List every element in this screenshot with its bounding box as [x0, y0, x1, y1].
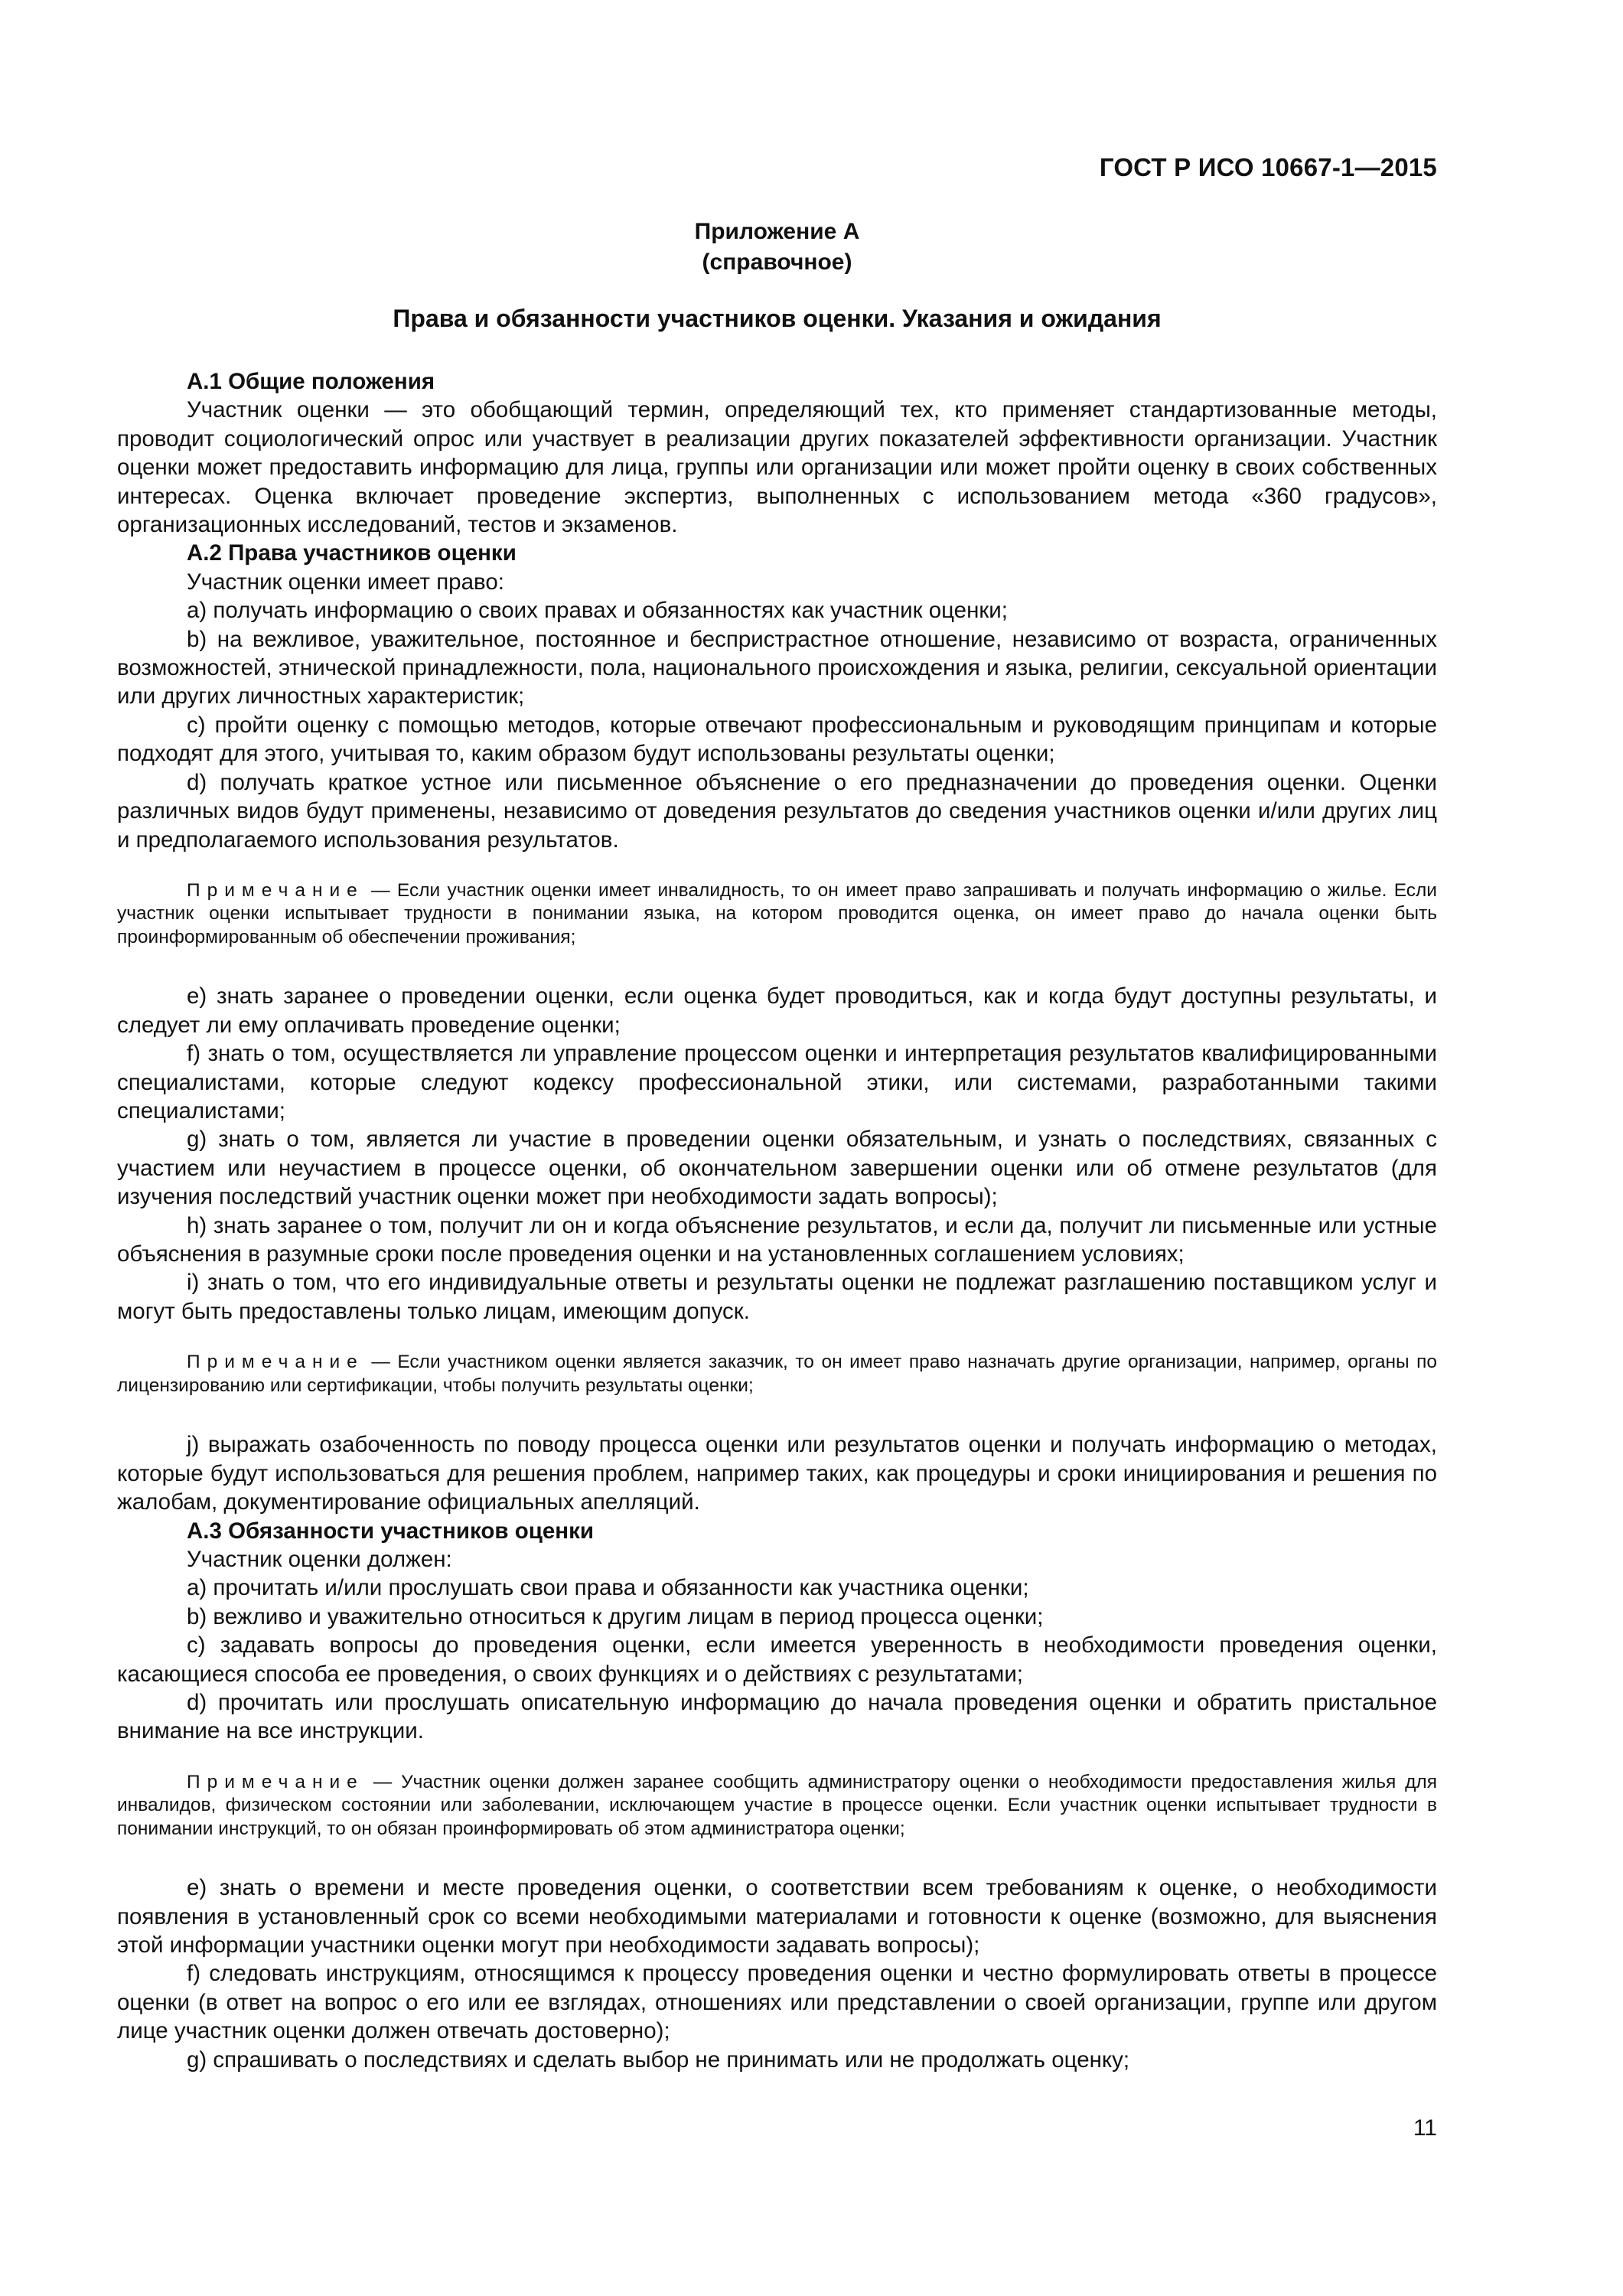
list-item-a2-d: d) получать краткое устное или письменное объяснение о его предназначении до проведения оценки. Оценки различных видов будут применены, независимо от доведения результатов до сведения участников оценки и/или других лиц и предполагаемого использования результатов.: [117, 769, 1437, 853]
note-dash: —: [363, 1771, 402, 1792]
list-item-a3-a: a) прочитать и/или прослушать свои права и обязанности как участника оценки;: [187, 1575, 1029, 1601]
list-item-a2-f: f) знать о том, осуществляется ли управление процессом оценки и интерпретация результатов квалифицированными специалистами, которые следуют кодексу профессиональной этики, или системами, разработанными такими специалистами;: [117, 1041, 1437, 1124]
note-text: Если участник оценки имеет инвалидность, то он имеет право запрашивать и получать информацию о жилье. Если участник оценки испытывает трудности в понимании языка, на котором проводится оценка, он имеет право до начала оценки быть проинформированным об обеспечении проживания;: [117, 879, 1437, 947]
list-item-a3-f: f) следовать инструкциям, относящимся к процессу проведения оценки и честно формулировать ответы в процессе оценки (в ответ на вопрос о его или ее взглядах, отношениях или представлении о своей организации, группе или другом лице участник оценки должен отвечать достоверно);: [117, 1961, 1437, 2044]
list-item-a2-e: e) знать заранее о проведении оценки, если оценка будет проводиться, как и когда будут доступны результаты, и следует ли ему оплачивать проведение оценки;: [117, 983, 1437, 1038]
document-code: ГОСТ Р ИСО 10667-1—2015: [1099, 153, 1437, 181]
note-text: Участник оценки должен заранее сообщить администратору оценки о необходимости предоставления жилья для инвалидов, физическом состоянии или заболевании, исключающем участие в процессе оценки. Если участник оценки испытывает трудности в понимании инструкций, то он обязан проинформировать об этом администратора оценки;: [117, 1771, 1437, 1839]
section-heading-a1: А.1 Общие положения: [187, 369, 435, 394]
list-item-a2-a: a) получать информацию о своих правах и обязанностях как участник оценки;: [187, 598, 1008, 624]
note-a2-2: [117, 1351, 1437, 1397]
page-number: 11: [1413, 2115, 1437, 2141]
note-a3-1: [117, 1771, 1437, 1841]
appendix-type: (справочное): [702, 249, 852, 275]
paragraph-a1: Участник оценки — это обобщающий термин, определяющий тех, кто применяет стандартизованные методы, проводит социологический опрос или участвует в реализации других показателей эффективности организации. Участник оценки может предоставить информацию для лица, группы или организации или может пройти оценку в своих собственных интересах. Оценка включает проведение экспертиз, выполненных с использованием метода «360 градусов», организационных исследований, тестов и экзаменов.: [117, 397, 1437, 538]
paragraph-a3-intro: Участник оценки должен:: [187, 1546, 452, 1572]
list-item-a2-i: i) знать о том, что его индивидуальные ответы и результаты оценки не подлежат разглашению поставщиком услуг и могут быть предоставлены только лицам, имеющим допуск.: [117, 1270, 1437, 1324]
appendix-heading: [117, 217, 1437, 278]
list-item-a3-b: b) вежливо и уважительно относиться к другим лицам в период процесса оценки;: [187, 1603, 1044, 1629]
note-a2-1: [117, 879, 1437, 950]
paragraph-a2-intro: Участник оценки имеет право:: [187, 569, 504, 595]
list-item-a2-b: b) на вежливое, уважительное, постоянное и беспристрастное отношение, независимо от возраста, ограниченных возможностей, этнической принадлежности, пола, национального происхождения и языка, религии, сексуальной ориентации или других личностных характеристик;: [117, 626, 1437, 709]
section-heading-a3: А.3 Обязанности участников оценки: [187, 1518, 594, 1544]
page-title: Права и обязанности участников оценки. Указания и ожидания: [393, 305, 1162, 332]
list-item-a3-g: g) спрашивать о последствиях и сделать выбор не принимать или не продолжать оценку;: [187, 2047, 1130, 2073]
note-dash: —: [363, 879, 397, 901]
appendix-label: Приложение А: [694, 219, 860, 244]
note-label: Примечание: [187, 879, 364, 901]
list-item-a2-j: j) выражать озабоченность по поводу процесса оценки или результатов оценки и получать информацию о методах, которые будут использоваться для решения проблем, например таких, как процедуры и сроки инициирования и решения по жалобам, документирование официальных апелляций.: [117, 1432, 1437, 1515]
list-item-a2-h: h) знать заранее о том, получит ли он и когда объяснение результатов, и если да, получит ли письменные или устные объяснения в разумные сроки после проведения оценки и на установленных соглашением условиях;: [117, 1212, 1437, 1267]
list-item-a2-g: g) знать о том, является ли участие в проведении оценки обязательным, и узнать о последствиях, связанных с участием или неучастием в процессе оценки, об окончательном завершении оценки или об отмене результатов (для изучения последствий участник оценки может при необходимости задать вопросы);: [117, 1127, 1437, 1210]
list-item-a3-e: e) знать о времени и месте проведения оценки, о соответствии всем требованиям к оценке, о необходимости появления в установленный срок со всеми необходимыми материалами и готовности к оценке (возможно, для выяснения этой информации участники оценки могут при необходимости задавать вопросы);: [117, 1875, 1437, 1958]
list-item-a3-c: c) задавать вопросы до проведения оценки, если имеется уверенность в необходимости проведения оценки, касающиеся способа ее проведения, о своих функциях и о действиях с результатами;: [117, 1632, 1437, 1687]
note-dash: —: [363, 1352, 398, 1373]
section-heading-a2: А.2 Права участников оценки: [187, 540, 517, 566]
note-label: Примечание: [187, 1352, 364, 1373]
list-item-a2-c: c) пройти оценку с помощью методов, которые отвечают профессиональным и руководящим принципам и которые подходят для этого, учитывая то, каким образом будут использованы результаты оценки;: [117, 712, 1437, 767]
document-body: [117, 367, 1437, 2074]
note-text: Если участником оценки является заказчик, то он имеет право назначать другие организации, например, органы по лицензированию или сертификации, чтобы получить результаты оценки;: [117, 1352, 1437, 1396]
note-label: Примечание: [187, 1771, 364, 1792]
list-item-a3-d: d) прочитать или прослушать описательную информацию до начала проведения оценки и обратить пристальное внимание на все инструкции.: [117, 1689, 1437, 1744]
